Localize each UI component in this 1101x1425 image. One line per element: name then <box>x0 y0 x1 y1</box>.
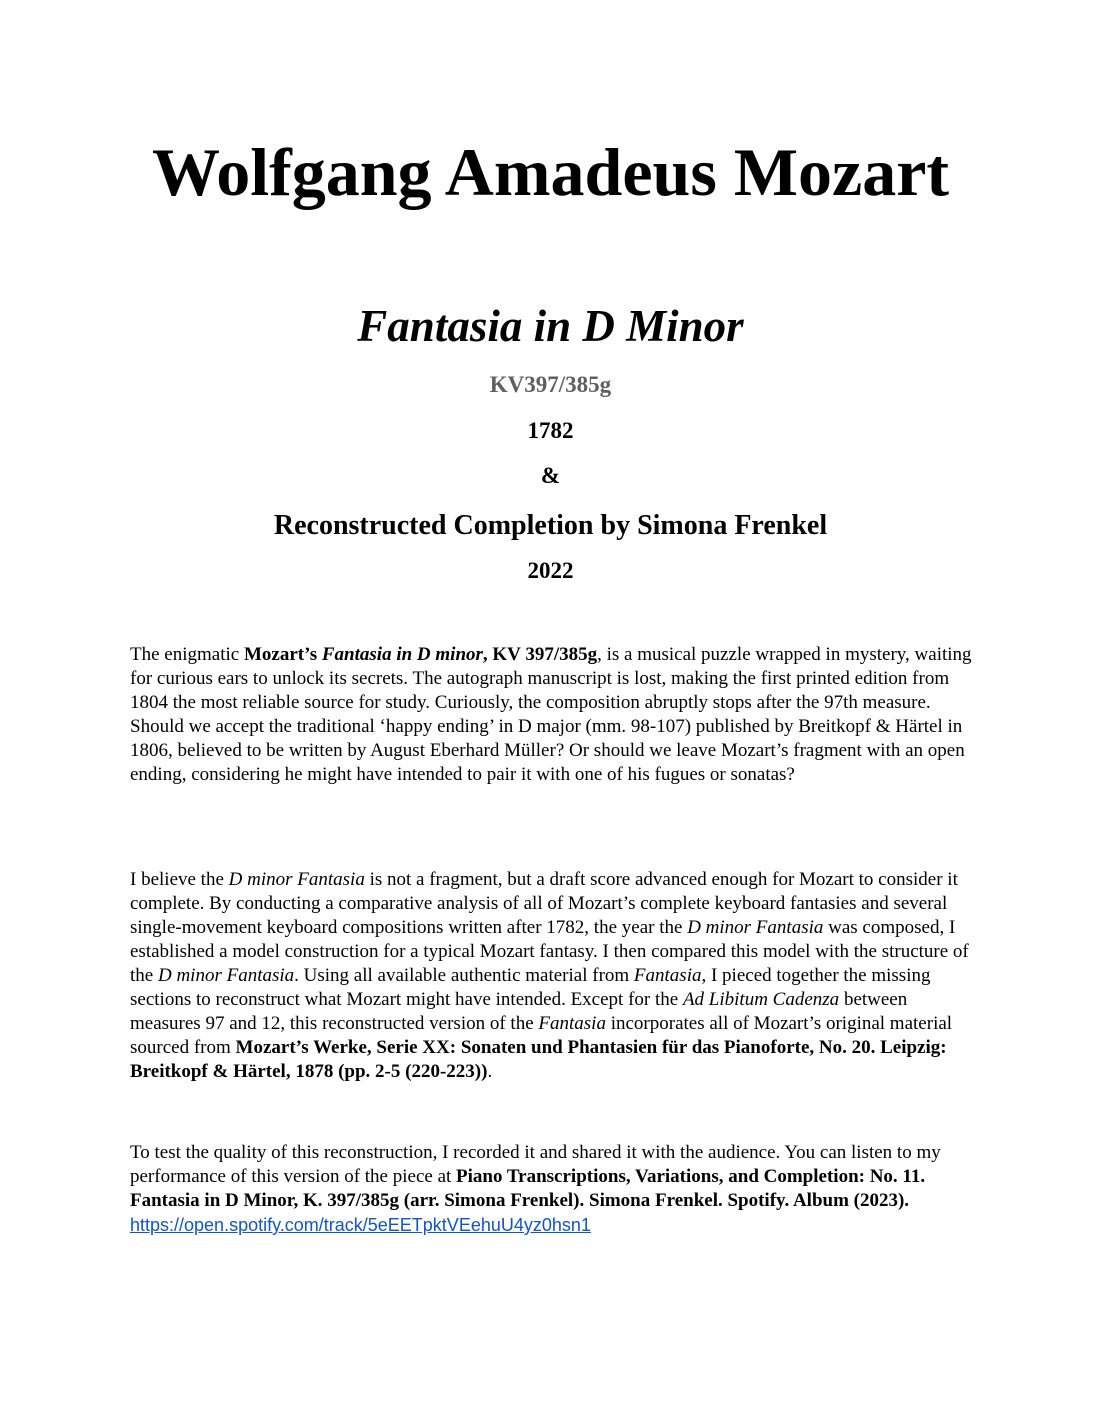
composer-heading: Wolfgang Amadeus Mozart <box>151 134 950 210</box>
p2-text-8: . <box>487 1061 493 1082</box>
p2-text-1: I believe the <box>130 869 229 890</box>
p2-text-7: incorporates all of Mozart’s original material sourced from <box>130 1013 953 1058</box>
catalog-number: KV397/385g <box>489 372 612 397</box>
p3-text-1: To test the quality of this reconstruction, I recorded it and shared it with the audience. You can listen to my performance of this version of the piece at <box>130 1142 941 1187</box>
analysis-paragraph <box>130 868 980 1084</box>
recording-paragraph <box>130 1141 980 1238</box>
p2-italic-5: Ad Libitum Cadenza <box>682 989 840 1010</box>
composition-year: 1782 <box>527 418 574 443</box>
p1-text-1: The enigmatic <box>130 644 244 665</box>
intro-paragraph <box>130 643 980 787</box>
p2-text-5: , I pieced together the missing sections to reconstruct what Mozart might have intended. Except for the <box>130 965 931 1010</box>
completion-title: Reconstructed Completion by Simona Frenkel <box>273 510 828 541</box>
p2-italic-4: Fantasia <box>633 965 702 986</box>
p2-italic-3: D minor Fantasia <box>157 965 295 986</box>
p3-album-citation: Piano Transcriptions, Variations, and Completion: No. 11. Fantasia in D Minor, K. 397/385g (arr. Simona Frenkel). Simona Frenkel. Spotify. Album (2023). <box>130 1166 926 1211</box>
completion-year: 2022 <box>527 558 574 583</box>
p1-text-2: , is a musical puzzle wrapped in mystery, waiting for curious ears to unlock its secrets. The autograph manuscript is lost, making the first printed edition from 1804 the most reliable source for study. Curiously, the composition abruptly stops after the 97th measure. Should we accept the traditional ‘happy ending’ in D major (mm. 98-107) published by Breitkopf & Härtel in 1806, believed to be written by August Eberhard Müller? Or should we leave Mozart’s fragment with an open ending, considering he might have intended to pair it with one of his fugues or sonatas? <box>130 644 972 785</box>
spotify-track-link[interactable]: https://open.spotify.com/track/5eEETpktVEehuU4yz0hsn1 <box>130 1215 591 1235</box>
p2-text-6: between measures 97 and 12, this reconstructed version of the <box>130 989 908 1034</box>
p2-text-4: . Using all available authentic material from <box>294 965 634 986</box>
p2-source-citation: Mozart’s Werke, Serie XX: Sonaten und Phantasien für das Pianoforte, No. 20. Leipzig: Breitkopf & Härtel, 1878 (pp. 2-5 (220-223)) <box>130 1037 947 1082</box>
p2-italic-1: D minor Fantasia <box>228 869 365 890</box>
p2-text-3: was composed, I established a model construction for a typical Mozart fantasy. I then compared this model with the structure of the <box>130 917 969 986</box>
ampersand: & <box>540 463 561 488</box>
p2-text-2: is not a fragment, but a draft score advanced enough for Mozart to consider it complete. By conducting a comparative analysis of all of Mozart’s complete keyboard fantasies and several single-movement keyboard compositions written after 1782, the year the <box>130 869 958 938</box>
p1-bold-2: , KV 397/385g <box>482 644 598 665</box>
p1-bold-italic-1: Fantasia in D minor <box>321 644 483 665</box>
p1-bold-1: Mozart’s <box>243 644 322 665</box>
work-title: Fantasia in D Minor <box>357 301 744 351</box>
p2-italic-2: D minor Fantasia <box>687 917 824 938</box>
p2-italic-6: Fantasia <box>538 1013 606 1034</box>
